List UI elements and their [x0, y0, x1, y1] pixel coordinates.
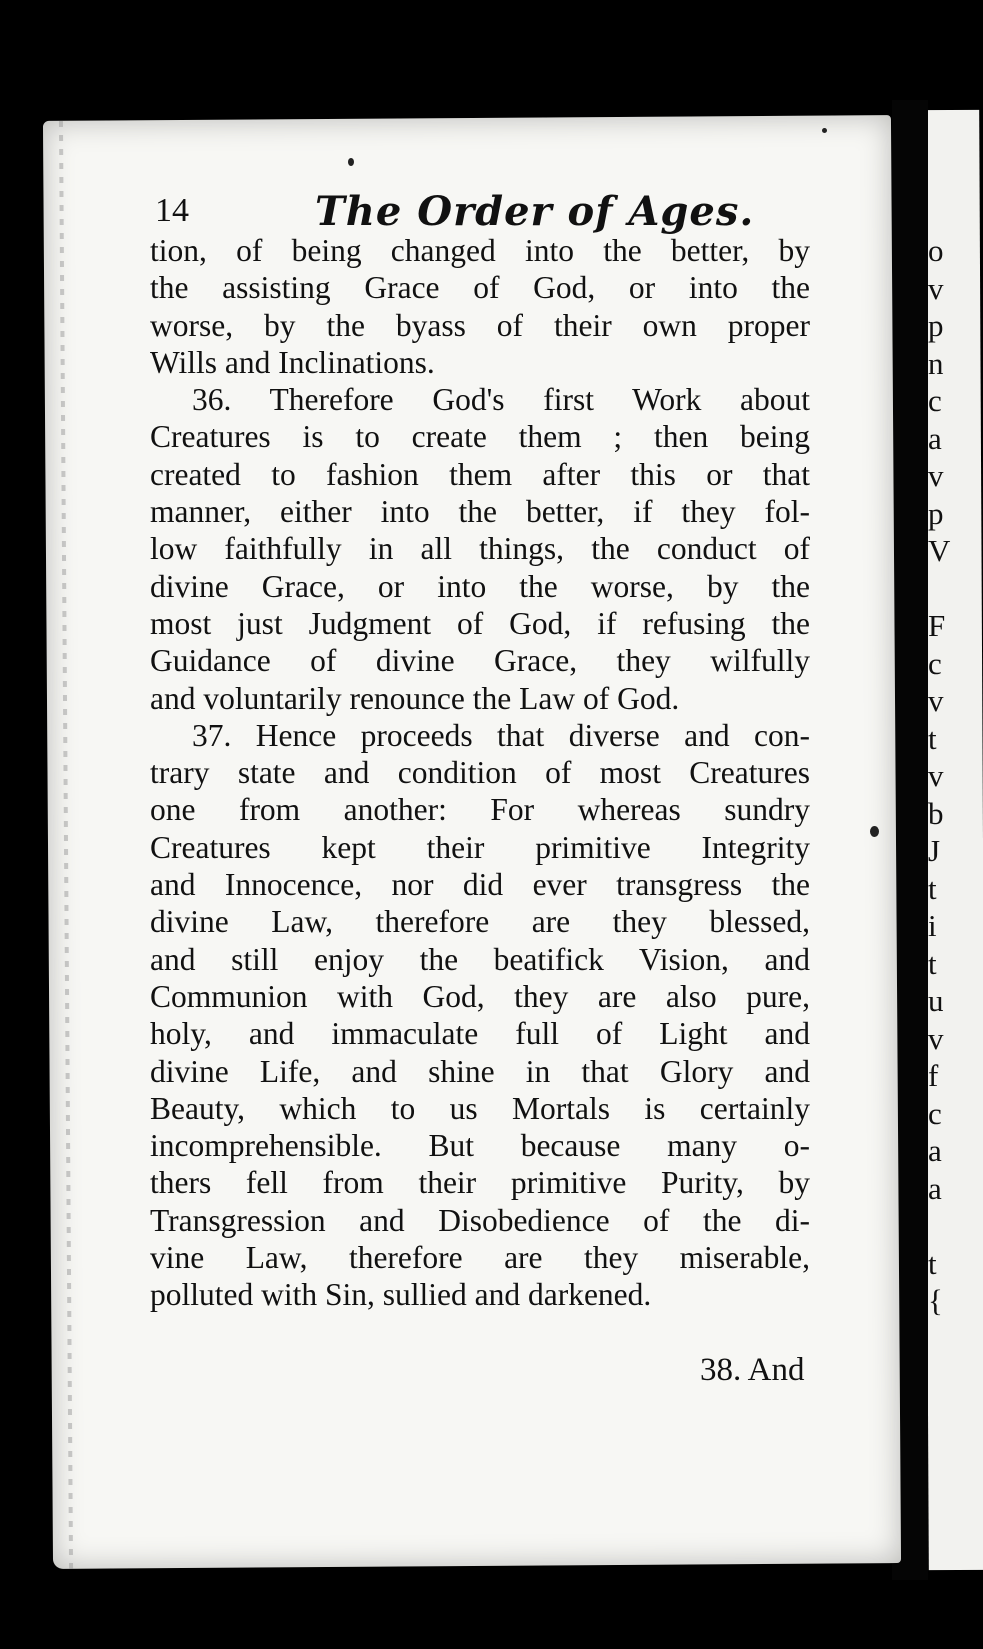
fragment: c: [928, 383, 942, 418]
text-line: divine Grace, or into the worse, by the: [150, 568, 810, 604]
text-line: trary state and condition of most Creatures: [150, 755, 810, 791]
text-line: manner, either into the better, if they fol-: [150, 494, 810, 530]
fragment: p: [928, 308, 944, 343]
page-number: 14: [155, 192, 189, 229]
fragment: V: [928, 533, 951, 568]
fragment: n: [928, 345, 944, 381]
text-line: holy, and immaculate full of Light and: [150, 1016, 810, 1052]
text-line: created to fashion them after this or that: [150, 456, 810, 492]
facing-page-fragments: [928, 232, 983, 1320]
body-text: [150, 232, 810, 1314]
fragment: v: [928, 758, 944, 793]
text-line: Wills and Inclinations.: [150, 344, 435, 380]
fragment: o: [928, 233, 944, 268]
fragment: t: [928, 870, 937, 906]
fragment: v: [928, 270, 944, 306]
paragraph-36-start: 36. Therefore God's first Work about: [192, 382, 810, 418]
fragment: [928, 570, 983, 608]
fragment: a: [928, 1170, 942, 1206]
fragment: J: [928, 833, 941, 868]
fragment: c: [928, 645, 942, 681]
text-line: Creatures is to create them ; then being: [150, 419, 810, 455]
text-line: worse, by the byass of their own proper: [150, 307, 810, 343]
text-line: Communion with God, they are also pure,: [150, 978, 810, 1014]
paragraph-37-start: 37. Hence proceeds that diverse and con-: [192, 717, 810, 753]
running-head: The Order of Ages.: [315, 188, 755, 235]
fragment: p: [928, 495, 944, 531]
text-line: one from another: For whereas sundry: [150, 792, 810, 828]
fragment: u: [928, 983, 944, 1018]
text-line: most just Judgment of God, if refusing the: [150, 605, 810, 641]
text-line: Guidance of divine Grace, they wilfully: [150, 643, 810, 679]
text-line: and Innocence, nor did ever transgress the: [150, 867, 810, 903]
fragment: t: [928, 945, 937, 981]
text-line: incomprehensible. But because many o-: [150, 1128, 810, 1164]
fragment: t: [928, 1245, 937, 1281]
text-line: and still enjoy the beatifick Vision, and: [150, 941, 810, 977]
ink-speck: [348, 158, 354, 166]
text-line: tion, of being changed into the better, by: [150, 233, 810, 268]
ink-speck: [822, 128, 827, 133]
text-line: Transgression and Disobedience of the di-: [150, 1202, 810, 1238]
fragment: a: [928, 420, 942, 456]
fragment: {: [928, 1283, 943, 1318]
text-line: Beauty, which to us Mortals is certainly: [150, 1090, 810, 1126]
fragment: v: [928, 683, 944, 718]
text-line: Creatures kept their primitive Integrity: [150, 829, 810, 865]
fragment: f: [928, 1058, 939, 1093]
text-line: vine Law, therefore are they miserable,: [150, 1240, 810, 1276]
text-line: the assisting Grace of God, or into the: [150, 270, 810, 306]
fragment: b: [928, 795, 944, 831]
text-line: divine Law, therefore are they blessed,: [150, 904, 810, 940]
fragment: c: [928, 1095, 942, 1131]
text-line: thers fell from their primitive Purity, by: [150, 1165, 810, 1201]
fragment: i: [928, 908, 937, 943]
fragment: v: [928, 458, 944, 493]
text-line: polluted with Sin, sullied and darkened.: [150, 1277, 652, 1313]
fragment: F: [928, 608, 946, 643]
text-line: low faithfully in all things, the conduct of: [150, 531, 810, 567]
fragment: v: [928, 1020, 944, 1056]
catchword: 38. And: [700, 1352, 805, 1388]
text-line: divine Life, and shine in that Glory and: [150, 1053, 810, 1089]
fragment: a: [928, 1133, 942, 1168]
fragment: t: [928, 720, 937, 756]
text-line: and voluntarily renounce the Law of God.: [150, 680, 680, 716]
ink-speck: [870, 826, 879, 837]
fragment: [928, 1207, 983, 1245]
